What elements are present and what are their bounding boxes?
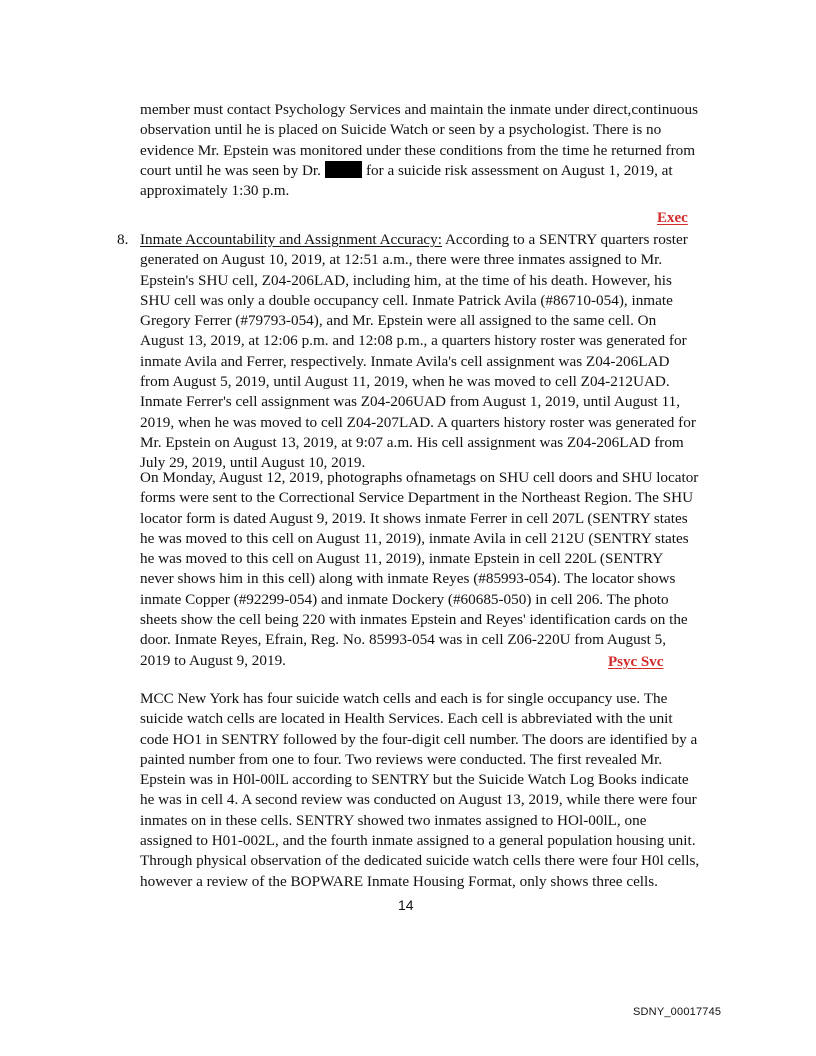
psyc-svc-tag: Psyc Svc <box>608 654 664 670</box>
bates-number: SDNY_00017745 <box>633 1006 722 1018</box>
photos-paragraph: On Monday, August 12, 2019, photographs ofnametags on SHU cell doors and SHU locator forms were sent to the Correctional Service Department in the Northeast Region. The SHU locator form is dated August 9, 2019. It shows inmate Ferrer in cell 207L (SENTRY states he was moved to this cell on August 11, 2019), inmate Avila in cell 212U (SENTRY states he was moved to this cell on August 11, 2019), inmate Epstein in cell 220L (SENTRY never shows him in this cell) along with inmate Reyes (#85993-054). The locator shows inmate Copper (#92299-054) and inmate Dockery (#60685-050) in cell 206. The photo sheets show the cell being 220 with inmates Epstein and Reyes' identification cards on the door. Inmate Reyes, Efrain, Reg. No. 85993-054 was in cell Z06-220U from August 5, 2019 to August 9, 2019. <box>140 469 699 669</box>
continuation-text-after: for a suicide risk assessment on August 1, 2019, at approximately 1:30 p.m. <box>140 161 673 200</box>
page-number: 14 <box>398 897 414 913</box>
exec-tag: Exec <box>657 210 688 226</box>
continuation-paragraph <box>140 100 700 201</box>
item-number: 8. <box>117 231 129 248</box>
item-8-heading: Inmate Accountability and Assignment Accuracy: <box>140 231 442 248</box>
suicide-watch-paragraph: MCC New York has four suicide watch cells and each is for single occupancy use. The suicide watch cells are located in Health Services. Each cell is abbreviated with the unit code HO1 in SENTRY followed by the four-digit cell number. The doors are identified by a painted number from one to four. Two reviews were conducted. The first revealed Mr. Epstein was in H0l-00lL according to SENTRY but the Suicide Watch Log Books indicate he was in cell 4. A second review was conducted on August 13, 2019, while there were four inmates on in these cells. SENTRY showed two inmates assigned to HOl-00lL, one assigned to H01-002L, and the fourth inmate assigned to a general population housing unit. Through physical observation of the dedicated suicide watch cells there were four H0l cells, however a review of the BOPWARE Inmate Housing Format, only shows three cells. <box>140 690 700 890</box>
item-8-paragraph <box>140 230 700 474</box>
item-8-body: According to a SENTRY quarters roster generated on August 10, 2019, at 12:51 a.m., there were three inmates assigned to Mr. Epstein's SHU cell, Z04-206LAD, including him, at the time of his death. However, his SHU cell was only a double occupancy cell. Inmate Patrick Avila (#86710-054), inmate Gregory Ferrer (#79793-054), and Mr. Epstein were all assigned to the same cell. On August 13, 2019, at 12:06 p.m. and 12:08 p.m., a quarters history roster was generated for inmate Avila and Ferrer, respectively. Inmate Avila's cell assignment was Z04-206LAD from August 5, 2019, until August 11, 2019, when he was moved to cell Z04-212UAD. Inmate Ferrer's cell assignment was Z04-206UAD from August 1, 2019, until August 11, 2019, when he was moved to cell Z04-207LAD. A quarters history roster was generated for Mr. Epstein on August 13, 2019, at 9:07 a.m. His cell assignment was Z04-206LAD from July 29, 2019, until August 10, 2019. <box>140 231 696 472</box>
redaction-box <box>325 161 362 178</box>
continuation-text-before: member must contact Psychology Services and maintain the inmate under direct,continuous observation until he is placed on Suicide Watch or seen by a psychologist. There is no evidence Mr. Epstein was monitored under these conditions from the time he returned from court until he was seen by Dr. <box>140 101 698 179</box>
